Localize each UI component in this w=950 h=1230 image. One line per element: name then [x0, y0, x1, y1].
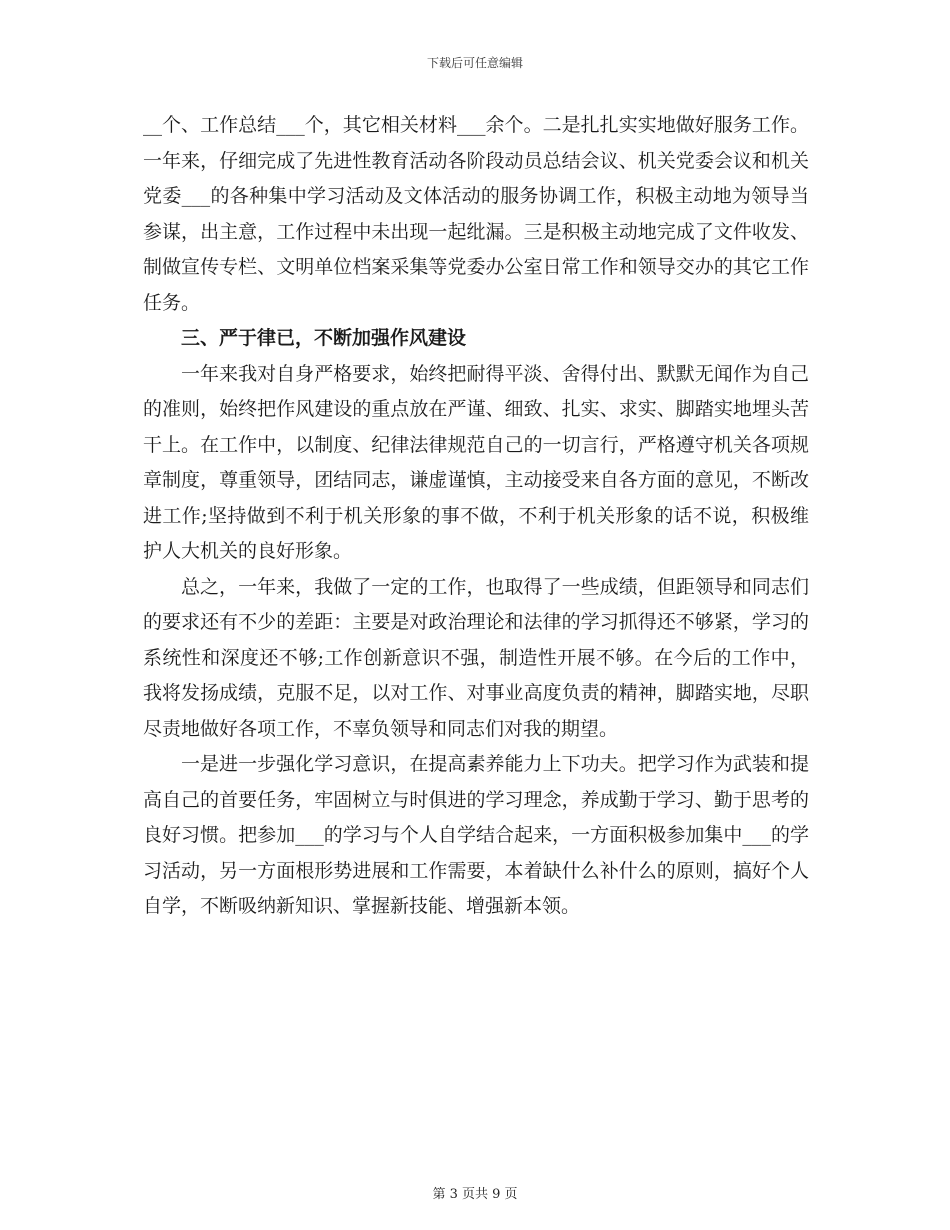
paragraph: 一是进一步强化学习意识，在提高素养能力上下功夫。把学习作为武装和提高自己的首要任务，牢固树立与时俱进的学习理念，养成勤于学习、勤于思考的良好习惯。把参加___的学习与个人自学结合起来，一方面积极参加集中___的学习活动，另一方面根形势进展和工作需要，本着缺什么补什么的原则，搞好个人自学，不断吸纳新知识、掌握新技能、增强新本领。 [143, 753, 809, 917]
section-heading: 三、严于律已，不断加强作风建设 [181, 327, 467, 349]
page-number: 第 3 页共 9 页 [432, 1187, 518, 1202]
paragraph: 总之，一年来，我做了一定的工作，也取得了一些成绩，但距领导和同志们的要求还有不少的差距：主要是对政治理论和法律的学习抓得还不够紧，学习的系统性和深度还不够;工作创新意识不强，制造性开展不够。在今后的工作中，我将发扬成绩，克服不足，以对工作、对事业高度负责的精神，脚踏实地，尽职尽责地做好各项工作，不辜负领导和同志们对我的期望。 [143, 575, 809, 740]
document-body [143, 108, 809, 925]
paragraph: 一年来我对自身严格要求，始终把耐得平淡、舍得付出、默默无闻作为自己的准则，始终把作风建设的重点放在严谨、细致、扎实、求实、脚踏实地埋头苦干上。在工作中，以制度、纪律法律规范自己的一切言行，严格遵守机关各项规章制度，尊重领导，团结同志，谦虚谨慎，主动接受来自各方面的意见，不断改进工作;坚持做到不利于机关形象的事不做，不利于机关形象的话不说，积极维护人大机关的良好形象。 [143, 362, 809, 562]
paragraph-continued: __个、工作总结___个，其它相关材料___余个。二是扎扎实实地做好服务工作。一年来，仔细完成了先进性教育活动各阶段动员总结会议、机关党委会议和机关党委___的各种集中学习活动及文体活动的服务协调工作，积极主动地为领导当参谋，出主意，工作过程中未出现一起纰漏。三是积极主动地完成了文件收发、制做宣传专栏、文明单位档案采集等党委办公室日常工作和领导交办的其它工作任务。 [143, 114, 809, 314]
page-header: 下载后可任意编辑 [426, 56, 523, 70]
